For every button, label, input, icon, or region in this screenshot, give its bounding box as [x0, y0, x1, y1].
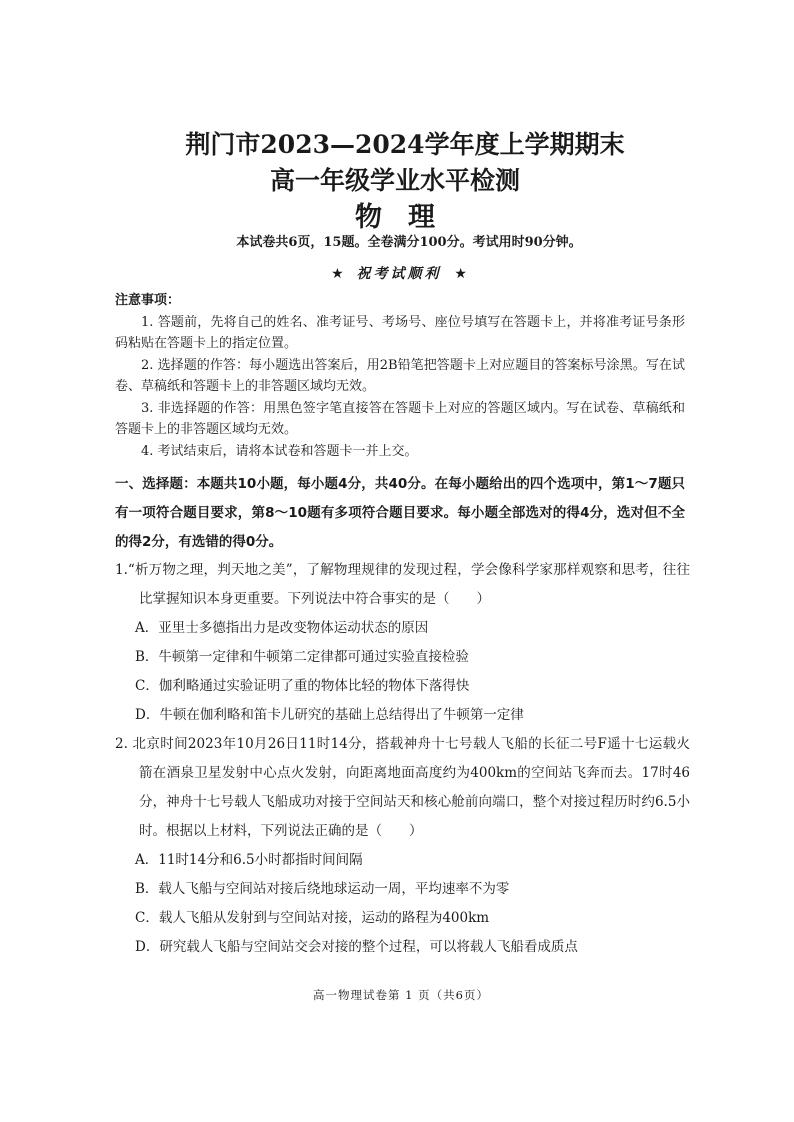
question-option: C．伽利略通过实验证明了重的物体比轻的物体下落得快 — [135, 678, 470, 694]
question-option: D．研究载人飞船与空间站交会对接的整个过程，可以将载人飞船看成质点 — [135, 939, 578, 955]
question-option: A．亚里士多德指出力是改变物体运动状态的原因 — [135, 620, 429, 636]
question-2 — [115, 730, 690, 962]
good-luck-line — [2, 263, 794, 283]
question-stem: 1.“析万物之理，判天地之美”，了解物理规律的发现过程，学会像科学家那样观察和思考，往往比掌握知识本身更重要。下列说法中符合事实的是（ ） — [115, 562, 690, 607]
section-heading: 一、选择题：本题共10小题，每小题4分，共40分。在每小题给出的四个选项中，第1～7题只有一项符合题目要求，第8～10题有多项符合题目要求。每小题全部选对的得4分，选对但不全的得2分，有选错的得0分。 — [115, 476, 685, 550]
question-1 — [115, 556, 690, 730]
exam-title-block — [0, 126, 794, 238]
notice-item: 2. 选择题的作答：每小题选出答案后，用2B铅笔把答题卡上对应题目的答案标号涂黑。写在试卷、草稿纸和答题卡上的非答题区域均无效。 — [115, 357, 685, 394]
notice-title: 注意事项： — [115, 293, 181, 308]
question-option: D．牛顿在伽利略和笛卡儿研究的基础上总结得出了牛顿第一定律 — [135, 707, 524, 723]
notice-item: 3. 非选择题的作答：用黑色签字笔直接答在答题卡上对应的答题区域内。写在试卷、草稿纸和答题卡上的非答题区域均无效。 — [115, 400, 685, 437]
good-luck-text: 祝考试顺利 — [356, 266, 442, 282]
question-option: B．载人飞船与空间站对接后绕地球运动一周，平均速率不为零 — [135, 881, 510, 897]
star-icon: ★ — [454, 266, 467, 282]
page-footer: 高一物理试卷第 1 页（共6页） — [313, 988, 489, 1002]
exam-title-line1: 荆门市2023—2024学年度上学期期末 — [185, 130, 625, 159]
exam-info: 本试卷共6页，15题。全卷满分100分。考试用时90分钟。 — [236, 235, 582, 250]
question-option: A．11时14分和6.5小时都指时间间隔 — [135, 852, 363, 868]
question-option: C．载人飞船从发射到与空间站对接，运动的路程为400km — [135, 910, 490, 926]
question-stem: 2. 北京时间2023年10月26日11时14分，搭载神舟十七号载人飞船的长征二号F遥十七运载火箭在酒泉卫星发射中心点火发射，向距离地面高度约为400km的空间站飞奔而去。17时46分，神舟十七号载人飞船成功对接于空间站天和核心舱前向端口，整个对接过程历时约6.5小时。根据以上材料，下列说法正确的是（ ） — [115, 736, 690, 839]
question-option: B．牛顿第一定律和牛顿第二定律都可通过实验直接检验 — [135, 649, 469, 665]
exam-title-line2: 高一年级学业水平检测 — [269, 166, 520, 195]
notice-section — [115, 290, 685, 462]
notice-item: 4. 考试结束后，请将本试卷和答题卡一并上交。 — [141, 443, 418, 459]
notice-item: 1. 答题前，先将自己的姓名、准考证号、考场号、座位号填写在答题卡上，并将准考证号条形码粘贴在答题卡上的指定位置。 — [115, 314, 685, 351]
question-list — [115, 556, 690, 962]
star-icon: ★ — [331, 266, 344, 282]
exam-subject: 物理 — [355, 202, 461, 233]
